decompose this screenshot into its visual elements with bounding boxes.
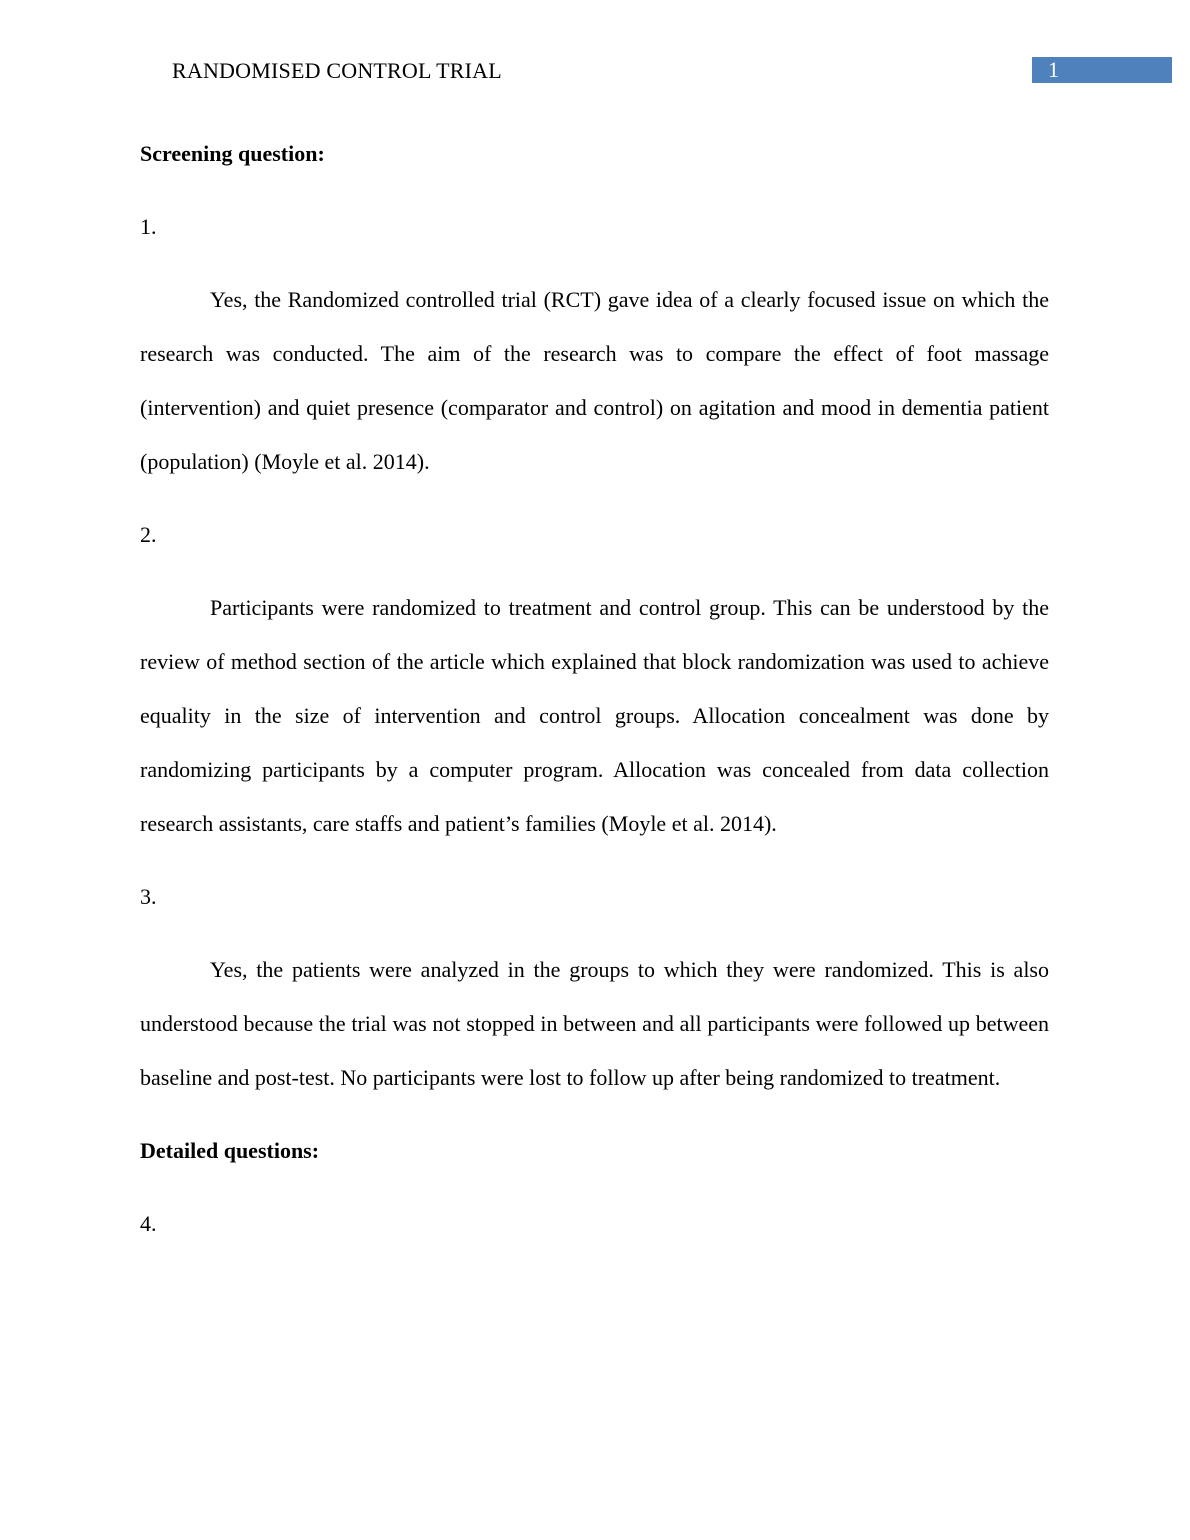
document-body [140, 127, 1049, 1270]
question-3-number: 3. [140, 884, 157, 909]
question-2-number: 2. [140, 522, 157, 547]
page-number: 1 [1048, 57, 1059, 82]
question-2-answer: Participants were randomized to treatment and control group. This can be understood by the review of method section of the article which explained that block randomization was used to achieve equality in the size of intervention and control groups. Allocation concealment was done by randomizing participants by a computer program. Allocation was concealed from data collection research assistants, care staffs and patient’s families (Moyle et al. 2014). [140, 595, 1049, 836]
page-number-box [1032, 57, 1172, 83]
running-header-title: RANDOMISED CONTROL TRIAL [172, 58, 502, 83]
question-1-answer: Yes, the Randomized controlled trial (RCT) gave idea of a clearly focused issue on which the research was conducted. The aim of the research was to compare the effect of foot massage (intervention) and quiet presence (comparator and control) on agitation and mood in dementia patient (population) (Moyle et al. 2014). [140, 287, 1049, 474]
question-4-number: 4. [140, 1211, 157, 1236]
screening-questions-heading: Screening question: [140, 141, 325, 166]
question-1-number: 1. [140, 214, 157, 239]
question-3-answer: Yes, the patients were analyzed in the groups to which they were randomized. This is also understood because the trial was not stopped in between and all participants were followed up between baseline and post-test. No participants were lost to follow up after being randomized to treatment. [140, 957, 1049, 1090]
detailed-questions-heading: Detailed questions: [140, 1138, 320, 1163]
